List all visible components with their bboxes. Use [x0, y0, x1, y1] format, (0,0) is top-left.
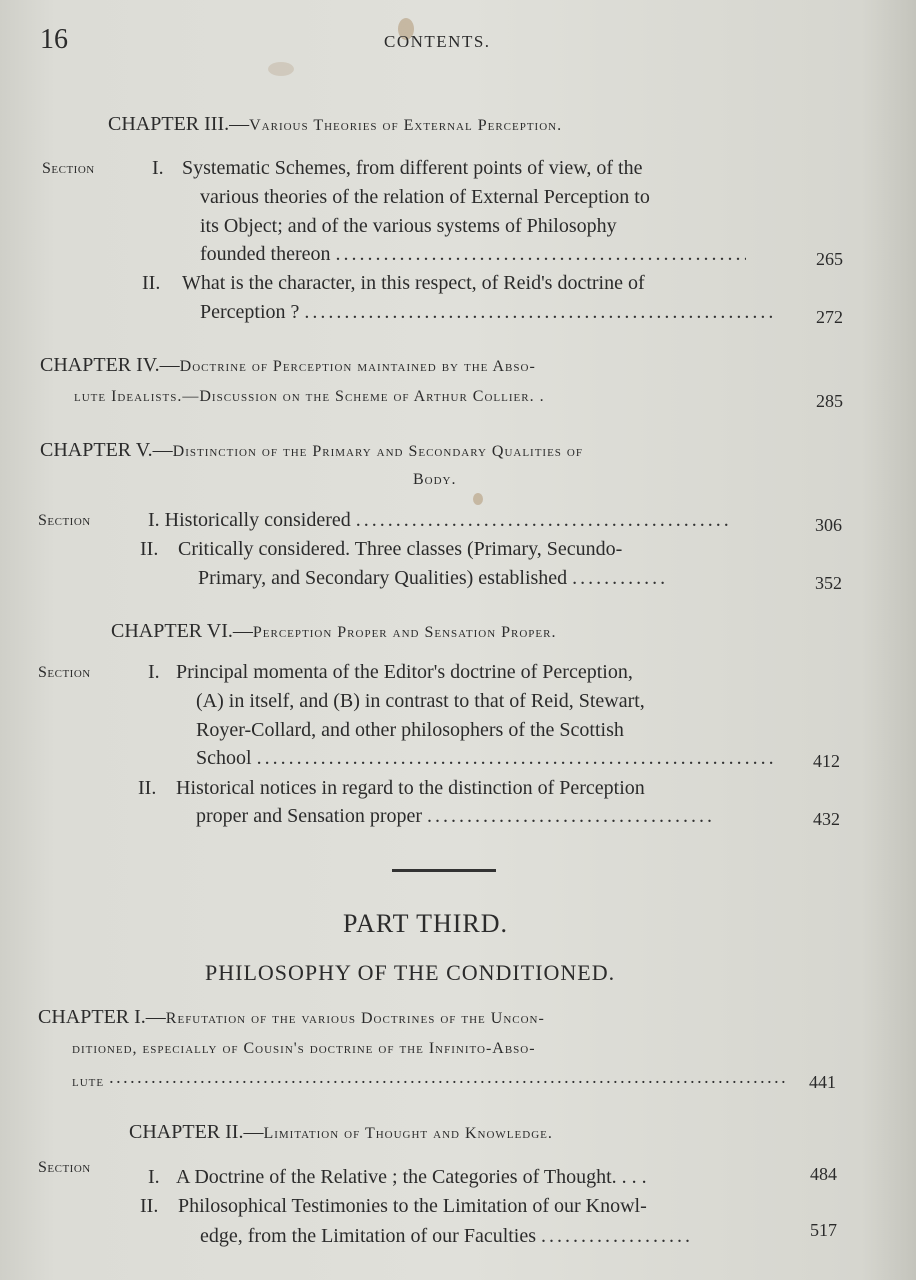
- dot-leader: [336, 240, 746, 269]
- section-numeral: II.: [138, 777, 157, 799]
- page-ref: 412: [813, 751, 840, 771]
- page-ref: 441: [809, 1072, 836, 1092]
- toc-entry-line: Perception ?: [200, 301, 300, 323]
- section-numeral: I.: [152, 157, 164, 179]
- section-numeral: I.: [148, 1166, 160, 1188]
- chapter-3-title: CHAPTER III.—: [108, 113, 250, 135]
- p3-chapter-2-subtitle: Limitation of Thought and Knowledge.: [263, 1125, 553, 1142]
- page-number: 16: [40, 24, 68, 55]
- chapter-5-heading-cont: [413, 467, 457, 490]
- section-label: Section: [42, 160, 95, 177]
- chapter-4-subtitle-line: lute Idealists.—Discussion on the Scheme of Arthur Collier. .: [74, 388, 545, 405]
- section-numeral: II.: [140, 1195, 159, 1217]
- p3-chapter-1-subtitle-line: lute: [72, 1073, 105, 1090]
- chapter-4-heading: [40, 354, 536, 377]
- section-numeral: I.: [148, 509, 160, 531]
- section-numeral: II.: [140, 538, 159, 560]
- p3-chapter-1-title: CHAPTER I.—: [38, 1006, 166, 1028]
- section-label: Section: [38, 1159, 91, 1176]
- toc-entry-line: founded thereon: [200, 243, 331, 265]
- page-ref: 517: [810, 1220, 837, 1240]
- p3-chapter-1-heading-cont: [72, 1063, 789, 1092]
- page-ref: 484: [810, 1164, 837, 1184]
- page-ref: 285: [816, 391, 843, 411]
- toc-entry-last-line: [200, 1222, 691, 1251]
- page-ref: 306: [815, 515, 842, 535]
- toc-entry-line: various theories of the relation of External Perception to: [200, 186, 650, 208]
- dot-leader: [109, 1063, 789, 1092]
- toc-entry-line: Historically considered: [164, 509, 351, 531]
- toc-entry-last-line: [200, 298, 774, 327]
- dot-leader: [541, 1222, 691, 1251]
- toc-entry-line: Philosophical Testimonies to the Limitation of our Knowl-: [178, 1195, 647, 1217]
- chapter-6-subtitle: Perception Proper and Sensation Proper.: [252, 624, 557, 641]
- dot-leader: [427, 802, 713, 831]
- page-ref: 272: [816, 307, 843, 327]
- p3-chapter-1-heading: [38, 1006, 545, 1029]
- section-label: Section: [38, 664, 91, 681]
- dot-leader: [257, 744, 777, 773]
- paper-stain: [268, 62, 294, 76]
- page-ref: 352: [815, 573, 842, 593]
- dot-leader: [356, 506, 732, 535]
- section-label: Section: [38, 512, 91, 529]
- section-numeral: II.: [142, 272, 161, 294]
- toc-entry-line: Primary, and Secondary Qualities) established: [198, 567, 568, 589]
- chapter-6-title: CHAPTER VI.—: [111, 620, 253, 642]
- chapter-3-subtitle: Various Theories of External Perception.: [249, 117, 563, 134]
- toc-entry-last-line: [200, 240, 746, 269]
- chapter-5-subtitle-line: Distinction of the Primary and Secondary Qualities of: [172, 443, 583, 460]
- chapter-4-title: CHAPTER IV.—: [40, 354, 180, 376]
- p3-chapter-1-heading-cont: [72, 1036, 536, 1059]
- part-subtitle: PHILOSOPHY OF THE CONDITIONED.: [205, 960, 616, 985]
- p3-chapter-2-title: CHAPTER II.—: [129, 1121, 264, 1143]
- toc-entry-last-line: [198, 564, 668, 593]
- page-ref: 432: [813, 809, 840, 829]
- p3-chapter-1-subtitle-line: Refutation of the various Doctrines of the Uncon-: [165, 1010, 545, 1027]
- chapter-6-heading: [111, 620, 557, 643]
- page-ref: 265: [816, 249, 843, 269]
- toc-entry-line: Systematic Schemes, from different points of view, of the: [182, 157, 643, 179]
- chapter-4-subtitle-line: Doctrine of Perception maintained by the Abso-: [179, 358, 536, 375]
- chapter-5-heading: [40, 439, 583, 462]
- toc-entry-line: (A) in itself, and (B) in contrast to that of Reid, Stewart,: [196, 690, 645, 712]
- toc-entry-line: its Object; and of the various systems of Philosophy: [200, 215, 617, 237]
- toc-entry-line: Principal momenta of the Editor's doctrine of Perception,: [176, 661, 633, 683]
- chapter-5-subtitle-line: Body.: [413, 471, 457, 488]
- running-title: CONTENTS.: [384, 32, 491, 51]
- toc-entry-line: School: [196, 747, 252, 769]
- chapter-3-heading: [108, 113, 562, 136]
- toc-entry-line: What is the character, in this respect, of Reid's doctrine of: [182, 272, 645, 294]
- toc-entry-line: Royer-Collard, and other philosophers of the Scottish: [196, 719, 624, 741]
- chapter-5-title: CHAPTER V.—: [40, 439, 173, 461]
- chapter-4-heading-cont: [74, 384, 545, 407]
- toc-entry-line: A Doctrine of the Relative ; the Categories of Thought. . . .: [176, 1166, 647, 1188]
- toc-entry-line: edge, from the Limitation of our Faculties: [200, 1225, 537, 1247]
- toc-entry-last-line: [196, 744, 777, 773]
- dot-leader: [304, 298, 774, 327]
- p3-chapter-1-subtitle-line: ditioned, especially of Cousin's doctrine of the Infinito-Abso-: [72, 1040, 536, 1057]
- toc-entry-last-line: [148, 506, 732, 535]
- toc-entry-line: Historical notices in regard to the distinction of Perception: [176, 777, 645, 799]
- section-numeral: I.: [148, 661, 160, 683]
- dot-leader: [572, 564, 668, 593]
- part-title: PART THIRD.: [343, 909, 509, 938]
- p3-chapter-2-heading: [129, 1121, 553, 1144]
- toc-entry-line: Critically considered. Three classes (Primary, Secundo-: [178, 538, 623, 560]
- paper-stain: [473, 493, 483, 505]
- toc-entry-last-line: [196, 802, 713, 831]
- toc-entry-line: proper and Sensation proper: [196, 805, 423, 827]
- section-divider: [392, 869, 496, 872]
